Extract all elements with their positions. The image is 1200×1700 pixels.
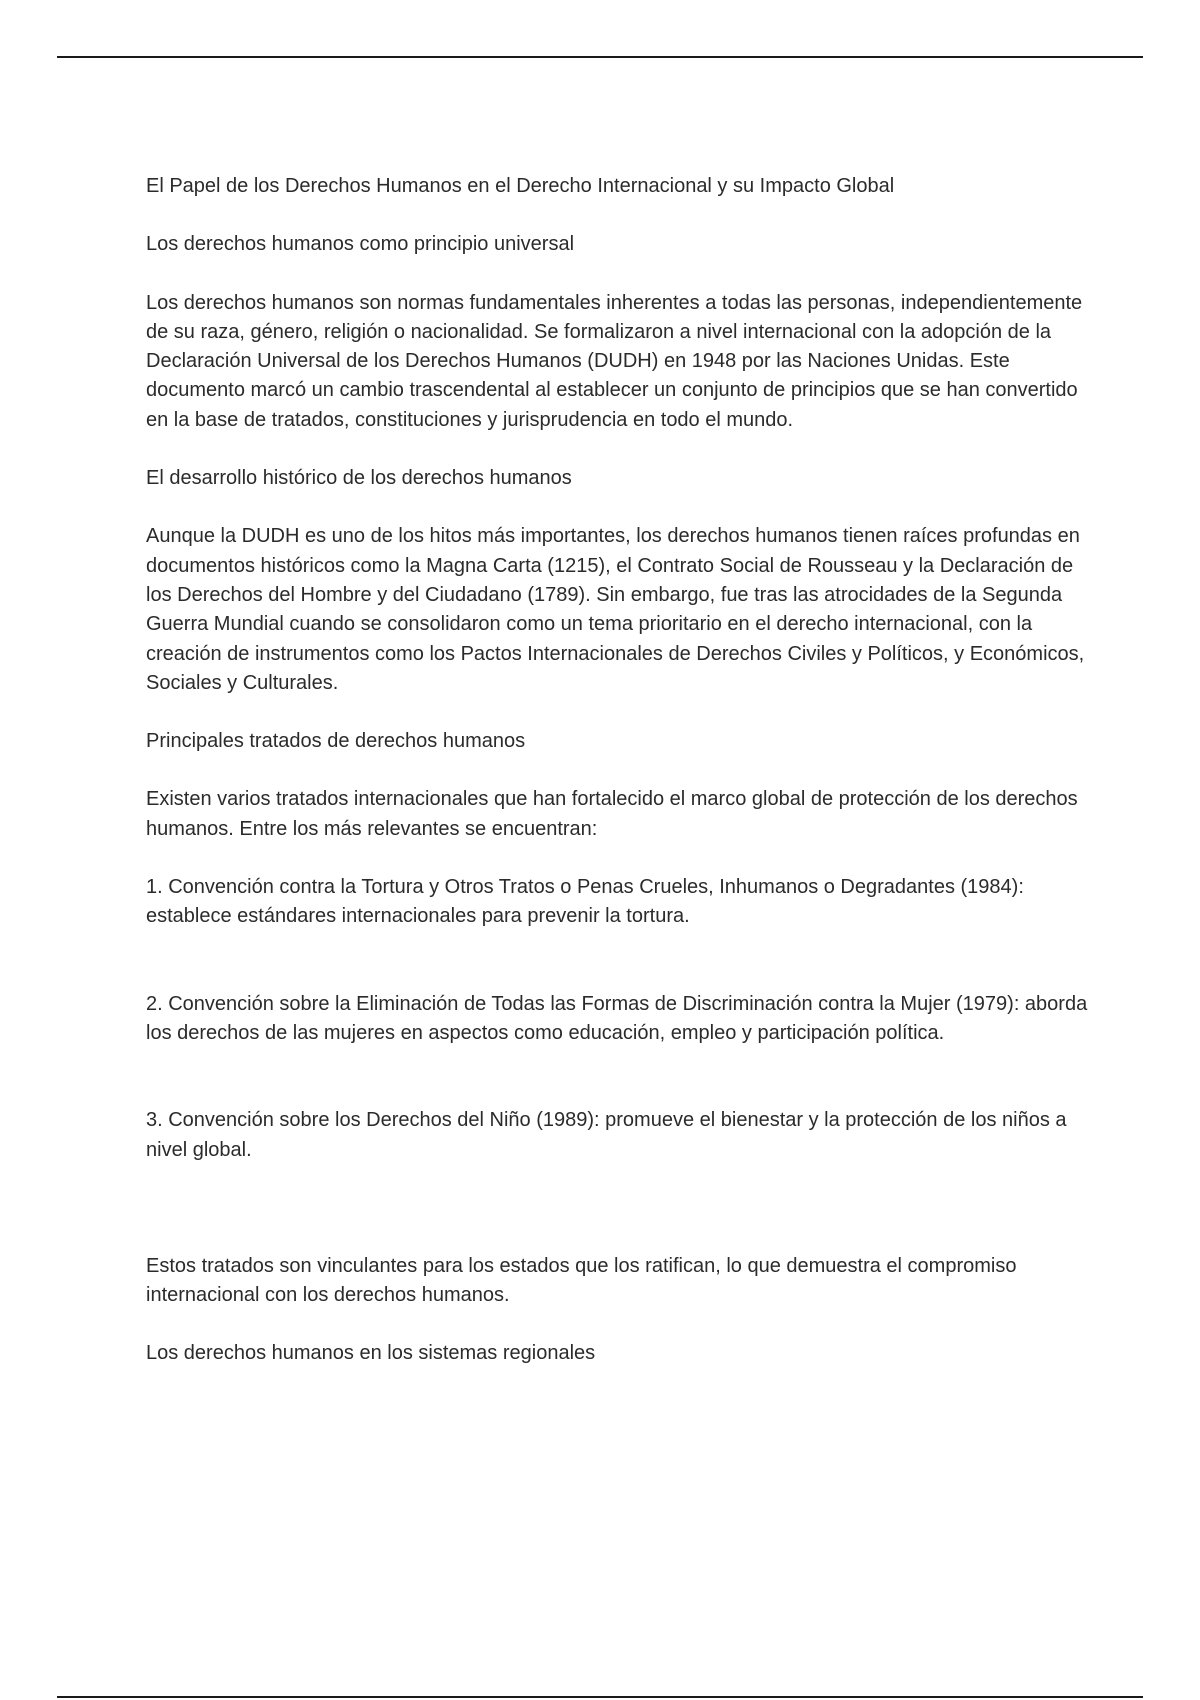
document-title: El Papel de los Derechos Humanos en el Derecho Internacional y su Impacto Global — [146, 175, 895, 197]
section-heading-history: El desarrollo histórico de los derechos humanos — [146, 467, 572, 490]
paragraph-treaties-intro: Existen varios tratados internacionales que han fortalecido el marco global de protección de los derechos humanos. Entre los más relevantes se encuentran: — [146, 788, 1078, 840]
section-heading-universal: Los derechos humanos como principio universal — [146, 233, 575, 256]
treaty-item: 2. Convención sobre la Eliminación de Todas las Formas de Discriminación contra la Mujer (1979): aborda los derechos de las mujeres en aspectos como educación, empleo y participación política. — [146, 992, 1088, 1044]
document-body — [146, 172, 1096, 1369]
section-heading-treaties: Principales tratados de derechos humanos — [146, 730, 526, 753]
bottom-divider — [57, 1696, 1143, 1698]
treaty-item: 1. Convención contra la Tortura y Otros Tratos o Penas Crueles, Inhumanos o Degradantes (1984): establece estándares internacionales para prevenir la tortura. — [146, 876, 1024, 928]
top-divider — [57, 56, 1143, 58]
paragraph-binding: Estos tratados son vinculantes para los estados que los ratifican, lo que demuestra el compromiso internacional con los derechos humanos. — [146, 1254, 1017, 1307]
paragraph-universal: Los derechos humanos son normas fundamentales inherentes a todas las personas, independientemente de su raza, género, religión o nacionalidad. Se formalizaron a nivel internacional con la adopción de la Declaración Universal de los Derechos Humanos (DUDH) en 1948 por las Naciones Unidas. Este documento marcó un cambio trascendental al establecer un conjunto de principios que se han convertido en la base de tratados, constituciones y jurisprudencia en todo el mundo. — [146, 291, 1083, 431]
treaty-item: 3. Convención sobre los Derechos del Niño (1989): promueve el bienestar y la protección de los niños a nivel global. — [146, 1109, 1067, 1161]
section-heading-regional: Los derechos humanos en los sistemas regionales — [146, 1342, 596, 1365]
paragraph-history: Aunque la DUDH es uno de los hitos más importantes, los derechos humanos tienen raíces profundas en documentos históricos como la Magna Carta (1215), el Contrato Social de Rousseau y la Declaración de los Derechos del Hombre y del Ciudadano (1789). Sin embargo, fue tras las atrocidades de la Segunda Guerra Mundial cuando se consolidaron como un tema prioritario en el derecho internacional, con la creación de instrumentos como los Pactos Internacionales de Derechos Civiles y Políticos, y Económicos, Sociales y Culturales. — [146, 525, 1085, 694]
